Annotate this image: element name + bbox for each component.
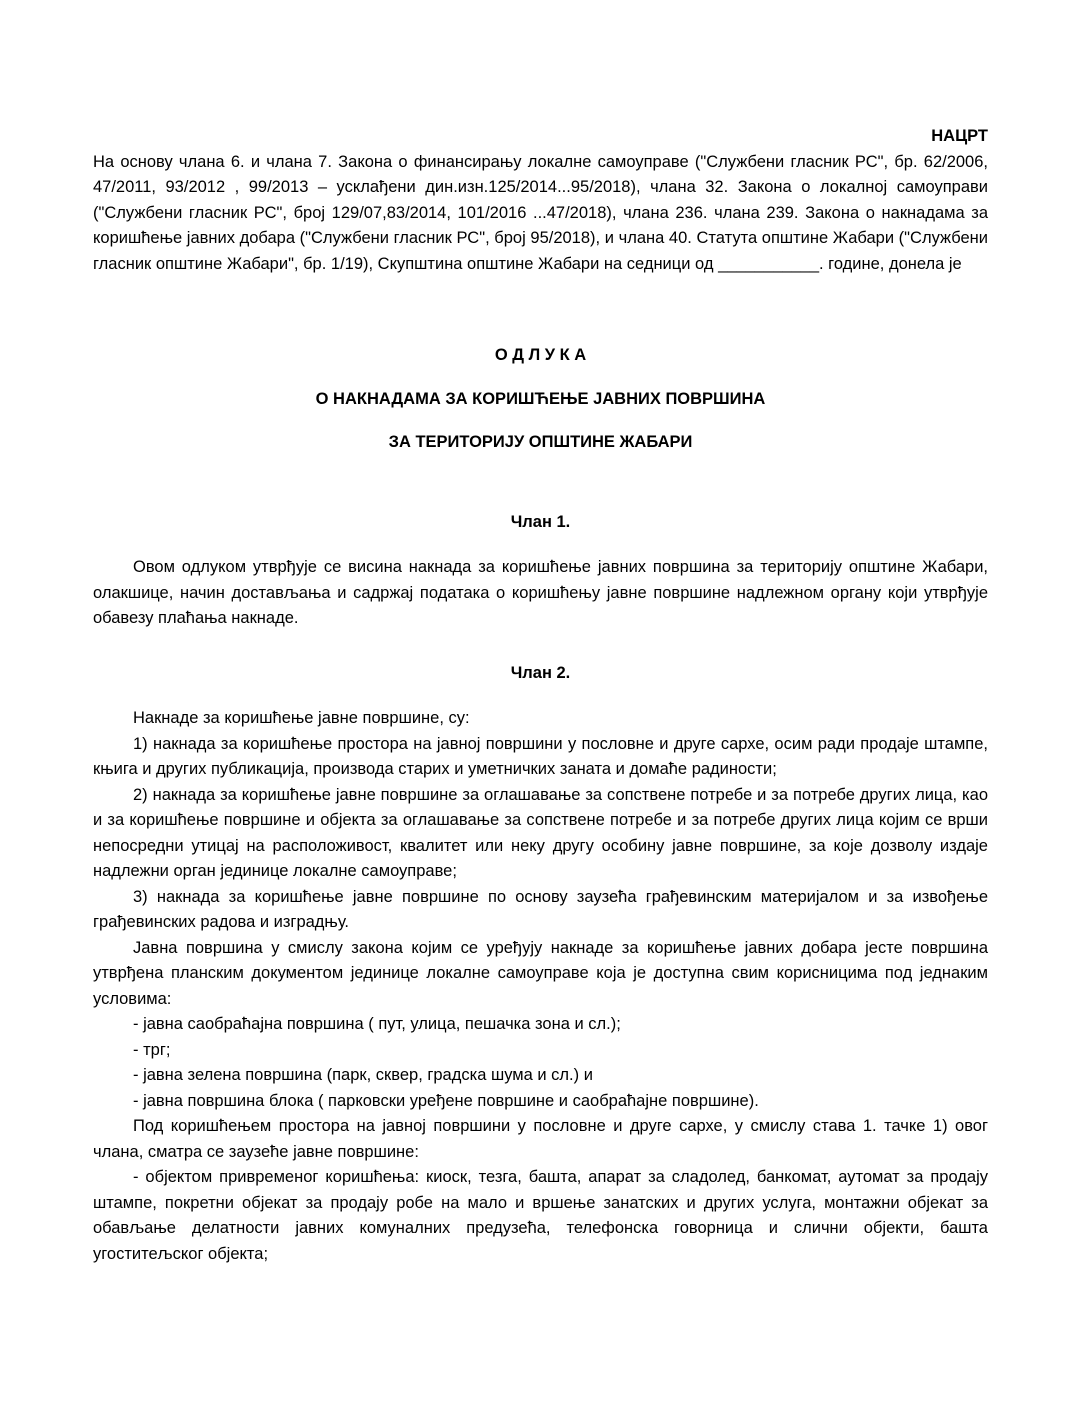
list-item-green-area: - јавна зелена површина (парк, сквер, градска шума и сл.) и [133, 1066, 593, 1084]
article-2-heading: Члан 2. [510, 663, 571, 682]
public-area-types-list [93, 1012, 988, 1114]
article-2-item-3-paragraph: 3) накнада за коришћење јавне површине по основу заузећа грађевинским материјалом и за извођење грађевинских радова и изградњу. [93, 887, 988, 931]
decision-territory-line: ЗА ТЕРИТОРИЈУ ОПШТИНЕ ЖАБАРИ [388, 433, 693, 451]
article-1 [93, 510, 988, 632]
decision-subtitle: О НАКНАДАМА ЗА КОРИШЋЕЊЕ ЈАВНИХ ПОВРШИНА [315, 389, 766, 408]
article-2-public-area-definition-paragraph: Јавна површина у смислу закона којим се уређују накнаде за коришћење јавних добара јесте површина утврђена планским документом јединице локалне самоуправе која је доступна свим корисницима под једнаким условима: [93, 938, 988, 1008]
article-1-heading: Члан 1. [510, 512, 571, 531]
date-blank-line: ___________ [718, 254, 820, 273]
decision-title: О Д Л У К А [494, 346, 587, 364]
preamble-text-after: . године, донела је [819, 254, 962, 273]
decision-title-block [93, 343, 988, 456]
article-1-paragraph: Овом одлуком утврђује се висина накнада за коришћење јавних површина за територију општине Жабари, олакшице, начин достављања и садржај података о коришћењу јавне површине надлежном органу који утврђује обавезу плаћања накнаде. [93, 558, 988, 627]
list-item-block-area: - јавна површина блока ( парковски уређене површине и саобраћајне површине). [133, 1091, 759, 1110]
document-content [93, 124, 988, 1267]
list-item-traffic-area: - јавна саобраћајна површина ( пут, улица, пешачка зона и сл.); [133, 1015, 621, 1033]
article-2-usage-definition-paragraph: Под коришћењем простора на јавној површини у пословне и друге сархе, у смислу става 1. тачке 1) овог члана, сматра се заузеће јавне површине: [93, 1117, 988, 1161]
preamble-paragraph [93, 150, 988, 278]
article-2-temporary-objects-paragraph: - објектом привременог коришћења: киоск, тезга, башта, апарат за сладолед, банкомат, аутомат за продају штампе, покретни објекат за продају робе на мало и вршење занатских и других услуга, монтажни објекат за обављање делатности јавних комуналних предузећа, телефонска говорница и слични објекти, башта угоститељског објекта; [93, 1168, 988, 1263]
article-2-item-1-paragraph: 1) накнада за коришћење простора на јавној површини у пословне и друге сархе, осим ради продаје штампе, књига и других публикација, производа старих и уметничких заната и домаће радиности; [93, 734, 988, 778]
preamble-text-before: На основу члана 6. и члана 7. Закона о финансирању локалне самоуправе ("Службени гласник РС", бр. 62/2006, 47/2011, 93/2012 , 99/2013 – усклађени дин.изн.125/2014...95/2018), члана 32. Закона о локалној самоуправи ("Службени гласник РС", број 129/07,83/2014, 101/2016 ...47/2018), члана 236. члана 239. Закона о накнадама за коришћење јавних добара ("Службени гласник РС", број 95/2018), и члана 40. Статута општине Жабари ("Службени гласник општине Жабари", бр. 1/19), Скупштина општине Жабари на седници од [93, 152, 988, 273]
article-2-item-2-paragraph: 2) накнада за коришћење јавне површине за оглашавање за сопствене потребе и за потребе других лица, као и за коришћење површине и објекта за оглашавање за сопствене потребе и за потребе других лица којим се врши непосредни утицај на расположивост, квалитет или неку другу особину јавне површине, за које дозволу издаје надлежни орган јединице локалне самоуправе; [93, 785, 988, 880]
list-item-square: - трг; [133, 1040, 171, 1059]
draft-label: НАЦРТ [931, 127, 988, 145]
article-2 [93, 661, 988, 1268]
article-2-intro-paragraph: Накнаде за коришћење јавне површине, су: [133, 709, 470, 727]
